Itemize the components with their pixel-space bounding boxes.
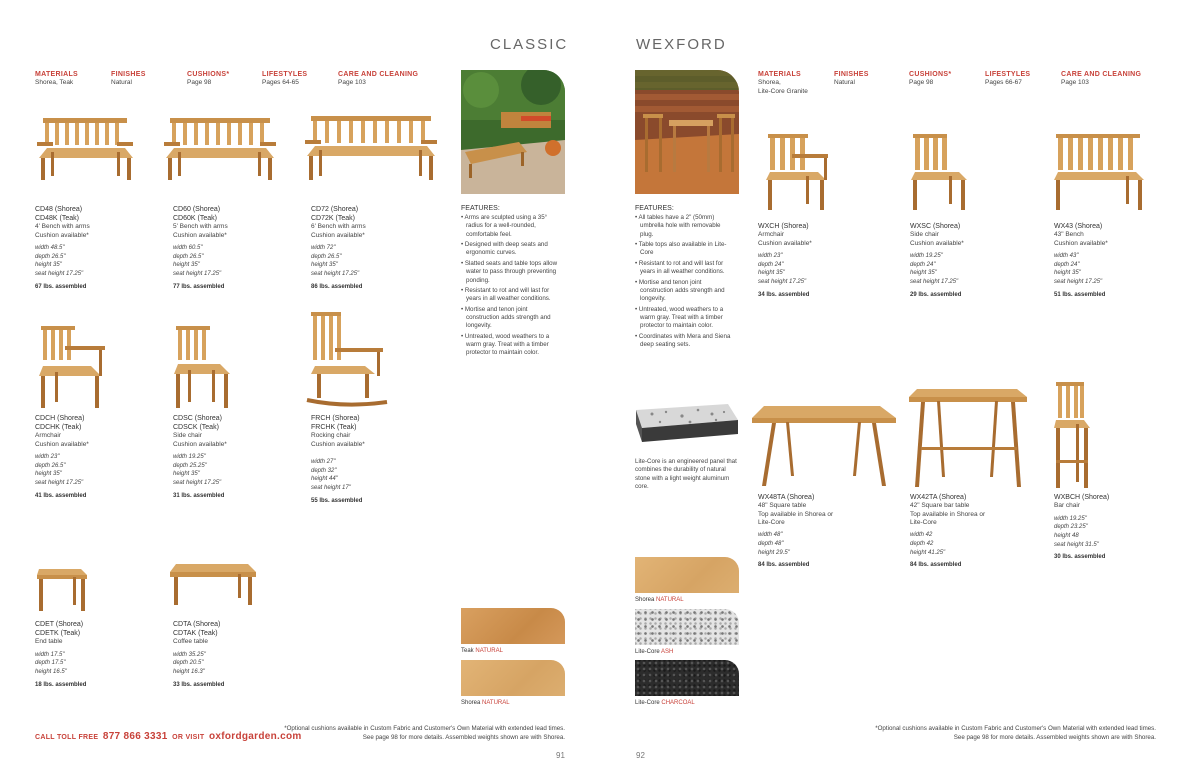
product-dimensions: width 48.5" depth 26.5" height 35" seat height 17.25" [35, 245, 84, 278]
feature-item: • All tables have a 2" (50mm) umbrella hole with removable plug. [635, 214, 735, 239]
product-code-teak: FRCHK (Teak) [311, 424, 357, 432]
wexford-lifestyle-photo [635, 70, 739, 194]
shorea-swatch-left-label: Shorea NATURAL [461, 700, 510, 706]
product-description: Bar chair [1054, 502, 1081, 510]
product-cushion-note: Cushion available* [758, 239, 812, 247]
product-cushion-note: Cushion available* [173, 440, 227, 448]
bench-4ft-image [35, 112, 135, 182]
left-page-number: 91 [556, 751, 565, 760]
feature-item: • Coordinates with Mera and Siena deep seating sets. [635, 333, 735, 350]
product-wxch [758, 222, 893, 298]
left-header-finishes: FINISHES Natural [111, 71, 146, 86]
left-header-lifestyles: LIFESTYLES Pages 64-65 [262, 71, 308, 86]
product-weight: 33 lbs. assembled [173, 681, 225, 688]
feature-item: • Untreated, wood weathers to a warm gray. Treat with a timber protector to maintain color. [635, 306, 735, 331]
product-cd48 [35, 205, 170, 290]
product-cdch [35, 414, 170, 499]
product-wx42ta [910, 493, 1045, 568]
shorea-swatch-right [635, 557, 739, 593]
armchair-image [35, 322, 110, 412]
product-code: CD48 (Shorea) [35, 206, 83, 213]
product-code: CDCH (Shorea) [35, 415, 85, 422]
product-cushion-note: Cushion available* [173, 231, 227, 239]
product-code: CDSC (Shorea) [173, 415, 223, 422]
product-description: End table [35, 638, 63, 646]
product-cushion-note: Cushion available* [1054, 239, 1108, 247]
product-code: CDTA (Shorea) [173, 621, 221, 628]
product-description: 48" Square table [758, 502, 807, 510]
product-cushion-note: Cushion available* [35, 440, 89, 448]
product-code-teak: CD72K (Teak) [311, 215, 355, 223]
product-weight: 51 lbs. assembled [1054, 291, 1106, 298]
product-cushion-note: Cushion available* [311, 231, 365, 239]
product-weight: 84 lbs. assembled [758, 562, 810, 569]
side-chair-image [168, 322, 238, 412]
product-top-note: Top available in Shorea or Lite-Core [758, 510, 834, 526]
product-weight: 77 lbs. assembled [173, 283, 225, 290]
right-header-materials: MATERIALS Shorea, Lite-Core Granite [758, 71, 808, 95]
coffee-table-image [168, 560, 258, 610]
product-code: WXSC (Shorea) [910, 223, 961, 230]
right-footnote: *Optional cushions available in Custom Fabric and Customer's Own Material with extended lead times. See page 98 for more details. Assembled weights shown are with Shorea. [875, 725, 1156, 741]
product-dimensions: width 60.5" depth 26.5" height 35" seat height 17.25" [173, 245, 222, 278]
classic-lifestyle-photo [461, 70, 565, 194]
product-description: 4' Bench with arms [35, 223, 90, 231]
product-code-teak: CD60K (Teak) [173, 215, 217, 223]
shorea-swatch-right-label: Shorea NATURAL [635, 597, 684, 603]
product-cushion-note: Cushion available* [35, 231, 89, 239]
product-cushion-note: Cushion available* [910, 239, 964, 247]
product-wxbch [1054, 493, 1189, 560]
lite-core-ash-swatch-label: Lite-Core ASH [635, 649, 674, 655]
product-code: CDET (Shorea) [35, 621, 84, 628]
feature-item: • Designed with deep seats and ergonomic curves. [461, 241, 561, 258]
left-header-care: CARE AND CLEANING Page 103 [338, 71, 419, 86]
product-code-teak: CD48K (Teak) [35, 215, 79, 223]
product-code-teak: CDCHK (Teak) [35, 424, 82, 432]
product-dimensions: width 35.25" depth 20.5" height 16.3" [173, 651, 206, 675]
bench-6ft-image [303, 110, 438, 182]
product-description: Coffee table [173, 638, 208, 646]
right-header-lifestyles: LIFESTYLES Pages 66-67 [985, 71, 1031, 86]
product-dimensions: width 48" depth 48" height 29.5" [758, 532, 790, 556]
rocking-chair-image [305, 308, 390, 410]
product-code-teak: CDSCK (Teak) [173, 424, 219, 432]
end-table-image [35, 565, 90, 615]
product-cdta [173, 620, 308, 688]
left-header-materials: MATERIALS Shorea, Teak [35, 71, 79, 86]
product-cdet [35, 620, 170, 688]
product-code-teak: CDTAK (Teak) [173, 630, 218, 638]
features-list [635, 214, 735, 349]
product-description: Armchair [758, 231, 785, 239]
lite-core-charcoal-swatch [635, 660, 739, 696]
feature-item: • Mortise and tenon joint construction adds strength and longevity. [461, 306, 561, 331]
right-page-title: WEXFORD [636, 36, 727, 53]
product-weight: 30 lbs. assembled [1054, 554, 1106, 561]
product-dimensions: width 23" depth 26.5" height 35" seat height 17.25" [35, 454, 84, 487]
product-description: 43" Bench [1054, 231, 1084, 239]
classic-features [461, 205, 561, 360]
product-weight: 18 lbs. assembled [35, 681, 87, 688]
right-header-care: CARE AND CLEANING Page 103 [1061, 71, 1142, 86]
product-code: WXBCH (Shorea) [1054, 494, 1110, 501]
product-cdsc [173, 414, 308, 499]
phone-number[interactable]: 877 866 3331 [102, 731, 168, 742]
product-code: CD60 (Shorea) [173, 206, 221, 213]
product-description: Rocking chair [311, 432, 351, 440]
lite-core-ash-swatch [635, 609, 739, 645]
feature-item: • Resistant to rot and will last for years in all weather conditions. [635, 260, 735, 277]
product-dimensions: width 19.25" depth 23.25" height 48 seat height 31.5" [1054, 515, 1099, 548]
product-code-teak: CDETK (Teak) [35, 630, 81, 638]
feature-item: • Slatted seats and table tops allow water to pass through preventing ponding. [461, 260, 561, 285]
product-cushion-note: Cushion available* [311, 440, 365, 448]
wexford-bar-chair-image [1052, 378, 1092, 490]
product-description: 42" Square bar table [910, 502, 970, 510]
feature-item: • Mortise and tenon joint construction adds strength and longevity. [635, 279, 735, 304]
product-code: FRCH (Shorea) [311, 415, 360, 422]
product-dimensions: width 72" depth 26.5" height 35" seat height 17.25" [311, 245, 360, 278]
product-wxsc [910, 222, 1045, 298]
product-code: WX43 (Shorea) [1054, 223, 1103, 230]
product-dimensions: width 19.25" depth 24" height 35" seat height 17.25" [910, 252, 959, 286]
product-weight: 84 lbs. assembled [910, 562, 962, 569]
wexford-bench-image [1052, 130, 1147, 212]
product-code: WXCH (Shorea) [758, 223, 809, 230]
product-wx48ta [758, 493, 893, 568]
bench-5ft-image [162, 112, 277, 182]
wexford-features [635, 205, 735, 351]
product-dimensions: width 43" depth 24" height 35" seat height 17.25" [1054, 252, 1103, 286]
website-link[interactable]: oxfordgarden.com [208, 731, 302, 742]
product-weight: 86 lbs. assembled [311, 283, 363, 290]
feature-item: • Table tops also available in Lite-Core [635, 241, 735, 258]
product-dimensions: width 19.25" depth 25.25" height 35" seat height 17.25" [173, 454, 222, 487]
product-cd60 [173, 205, 308, 290]
product-code: WX48TA (Shorea) [758, 494, 815, 501]
product-weight: 31 lbs. assembled [173, 492, 225, 499]
wexford-armchair-image [762, 130, 832, 212]
product-code: CD72 (Shorea) [311, 206, 359, 213]
product-cd72 [311, 205, 446, 290]
product-description: Side chair [910, 231, 939, 239]
feature-item: • Arms are sculpted using a 35° radius for a well-rounded, comfortable feel. [461, 214, 561, 239]
product-weight: 55 lbs. assembled [311, 497, 363, 504]
teak-swatch-label: Teak NATURAL [461, 648, 503, 654]
right-page-number: 92 [636, 751, 645, 760]
wexford-square-table-image [750, 400, 898, 490]
features-list [461, 214, 561, 358]
right-header-finishes: FINISHES Natural [834, 71, 869, 86]
product-frch [311, 414, 446, 504]
teak-swatch [461, 608, 565, 644]
feature-item: • Untreated, wood weathers to a warm gray. Treat with a timber protector to maintain color. [461, 333, 561, 358]
left-header-cushions: CUSHIONS* Page 98 [187, 71, 230, 86]
product-weight: 34 lbs. assembled [758, 291, 810, 298]
lite-core-description: Lite-Core is an engineered panel that combines the durability of natural stone with a light weight aluminum core. [635, 458, 737, 491]
product-wx43 [1054, 222, 1189, 298]
product-description: 5' Bench with arms [173, 223, 228, 231]
product-code: WX42TA (Shorea) [910, 494, 967, 501]
wexford-bar-table-image [907, 385, 1029, 490]
feature-item: • Resistant to rot and will last for years in all weather conditions. [461, 287, 561, 304]
product-dimensions: width 27" depth 32" height 44" seat height 17" [311, 459, 351, 492]
lite-core-panel-image [632, 400, 742, 452]
lite-core-charcoal-swatch-label: Lite-Core CHARCOAL [635, 700, 695, 706]
features-title: FEATURES: [635, 205, 674, 212]
product-description: Side chair [173, 432, 202, 440]
product-weight: 29 lbs. assembled [910, 291, 962, 298]
wexford-side-chair-image [907, 130, 972, 212]
call-toll-free-bar: CALL TOLL FREE 877 866 3331 OR VISIT oxfordgarden.com [35, 731, 302, 742]
left-page-title: CLASSIC [490, 36, 569, 53]
product-weight: 41 lbs. assembled [35, 492, 87, 499]
right-header-cushions: CUSHIONS* Page 98 [909, 71, 952, 86]
product-description: 6' Bench with arms [311, 223, 366, 231]
left-footnote: *Optional cushions available in Custom Fabric and Customer's Own Material with extended lead times. See page 98 for more details. Assembled weights shown are with Shorea. [284, 725, 565, 741]
product-top-note: Top available in Shorea or Lite-Core [910, 510, 986, 526]
product-dimensions: width 17.5" depth 17.5" height 16.5" [35, 651, 67, 675]
product-description: Armchair [35, 432, 62, 440]
product-dimensions: width 42 depth 42 height 41.25" [910, 532, 946, 556]
shorea-swatch-left [461, 660, 565, 696]
product-dimensions: width 23" depth 24" height 35" seat height 17.25" [758, 252, 807, 286]
product-weight: 67 lbs. assembled [35, 283, 87, 290]
features-title: FEATURES: [461, 205, 500, 212]
